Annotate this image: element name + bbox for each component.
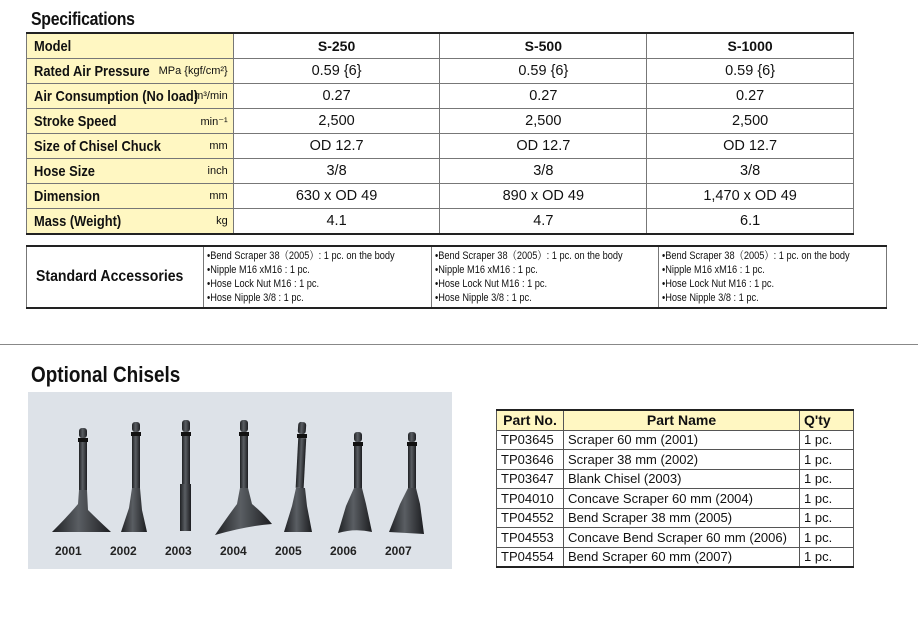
accessories-label: Standard Accessories: [36, 268, 184, 285]
row-unit: inch: [207, 165, 228, 177]
table-cell: 0.27: [440, 84, 647, 109]
row-unit: mm: [209, 140, 228, 152]
row-label-cell: [27, 159, 234, 184]
table-header-row: [27, 33, 854, 59]
table-cell: 3/8: [233, 159, 440, 184]
section-divider: [0, 344, 918, 345]
row-label-cell: [27, 109, 234, 134]
part-name-cell: Scraper 38 mm (2002): [564, 450, 800, 470]
qty-cell: 1 pc.: [800, 489, 854, 509]
table-row: [497, 547, 854, 567]
table-cell: 2,500: [233, 109, 440, 134]
table-row: [27, 159, 854, 184]
table-cell: 0.59 {6}: [647, 59, 854, 84]
part-no-cell: TP04553: [497, 528, 564, 548]
part-name-cell: Bend Scraper 60 mm (2007): [564, 547, 800, 567]
table-cell: 4.7: [440, 209, 647, 235]
row-label: Dimension: [34, 188, 100, 205]
accessories-list: [659, 249, 885, 305]
part-no-cell: TP04554: [497, 547, 564, 567]
chisel-label-2006: 2006: [330, 544, 357, 558]
chisel-label-2002: 2002: [110, 544, 137, 558]
accessories-cell-s1000: [659, 246, 886, 308]
table-cell: 0.59 {6}: [440, 59, 647, 84]
table-cell: OD 12.7: [440, 134, 647, 159]
row-label-cell: [27, 209, 234, 235]
chisel-2001-icon: [52, 428, 111, 532]
list-item: •Bend Scraper 38（2005）: 1 pc. on the body: [434, 250, 623, 262]
qty-cell: 1 pc.: [800, 508, 854, 528]
table-row: [497, 489, 854, 509]
accessories-cell-s250: [204, 246, 431, 308]
table-row: [497, 450, 854, 470]
part-no-cell: TP04552: [497, 508, 564, 528]
table-row: [497, 469, 854, 489]
part-no-cell: TP03647: [497, 469, 564, 489]
row-label: Hose Size: [34, 163, 95, 180]
list-item: •Hose Nipple 3/8 : 1 pc.: [434, 292, 532, 304]
accessories-row: [27, 246, 887, 308]
row-label-cell: [27, 59, 234, 84]
accessories-list: [432, 249, 658, 305]
table-cell: 0.59 {6}: [233, 59, 440, 84]
qty-cell: 1 pc.: [800, 450, 854, 470]
part-name-cell: Scraper 60 mm (2001): [564, 430, 800, 450]
part-no-cell: TP03646: [497, 450, 564, 470]
table-row: [27, 184, 854, 209]
chisel-2007-icon: [389, 432, 424, 534]
table-cell: 630 x OD 49: [233, 184, 440, 209]
qty-cell: 1 pc.: [800, 547, 854, 567]
chisel-2003-icon: [180, 420, 191, 531]
accessories-label-cell: [27, 246, 204, 308]
row-label: Rated Air Pressure: [34, 63, 150, 80]
specifications-table: [26, 32, 854, 235]
list-item: •Hose Nipple 3/8 : 1 pc.: [207, 292, 305, 304]
table-cell: 0.27: [647, 84, 854, 109]
table-cell: 2,500: [647, 109, 854, 134]
row-label: Stroke Speed: [34, 113, 117, 130]
row-label: Air Consumption (No load): [34, 88, 199, 105]
row-unit: min⁻¹: [200, 116, 228, 128]
list-item: •Hose Nipple 3/8 : 1 pc.: [662, 292, 759, 304]
part-no-cell: TP04010: [497, 489, 564, 509]
header-qty: Q'ty: [800, 410, 854, 430]
row-label: Mass (Weight): [34, 213, 122, 230]
chisel-label-2005: 2005: [275, 544, 302, 558]
row-unit: MPa {kgf/cm²}: [158, 65, 228, 77]
list-item: •Nipple M16 xM16 : 1 pc.: [434, 264, 538, 276]
chisel-label-2003: 2003: [165, 544, 192, 558]
chisel-label-2001: 2001: [55, 544, 82, 558]
list-item: •Hose Lock Nut M16 : 1 pc.: [662, 278, 775, 290]
list-item: •Bend Scraper 38（2005）: 1 pc. on the body: [662, 250, 850, 262]
row-label-cell: [27, 84, 234, 109]
accessories-list: [204, 249, 430, 305]
row-unit: mm: [209, 190, 228, 202]
standard-accessories-table: [26, 245, 887, 309]
table-cell: OD 12.7: [647, 134, 854, 159]
qty-cell: 1 pc.: [800, 469, 854, 489]
table-cell: OD 12.7: [233, 134, 440, 159]
chisel-2004-icon: [215, 420, 272, 535]
optional-chisels-title: Optional Chisels: [31, 362, 181, 387]
table-row: [497, 528, 854, 548]
part-name-cell: Concave Scraper 60 mm (2004): [564, 489, 800, 509]
table-row: [497, 508, 854, 528]
table-row: [497, 430, 854, 450]
table-row: [27, 109, 854, 134]
chisel-2006-icon: [338, 432, 372, 533]
table-header-row: [497, 410, 854, 430]
list-item: •Bend Scraper 38（2005）: 1 pc. on the body: [207, 250, 396, 262]
model-s500: S-500: [440, 33, 647, 59]
list-item: •Hose Lock Nut M16 : 1 pc.: [434, 278, 547, 290]
part-name-cell: Concave Bend Scraper 60 mm (2006): [564, 528, 800, 548]
table-cell: 890 x OD 49: [440, 184, 647, 209]
table-cell: 2,500: [440, 109, 647, 134]
row-unit: m³/min: [194, 90, 228, 102]
part-name-cell: Blank Chisel (2003): [564, 469, 800, 489]
table-row: [27, 134, 854, 159]
table-cell: 3/8: [440, 159, 647, 184]
specifications-title: Specifications: [31, 9, 135, 29]
header-part-name: Part Name: [564, 410, 800, 430]
qty-cell: 1 pc.: [800, 430, 854, 450]
table-cell: 1,470 x OD 49: [647, 184, 854, 209]
header-part-no: Part No.: [497, 410, 564, 430]
list-item: •Hose Lock Nut M16 : 1 pc.: [207, 278, 320, 290]
model-s1000: S-1000: [647, 33, 854, 59]
table-row: [27, 209, 854, 235]
model-label-cell: [27, 33, 234, 59]
chisel-label-2007: 2007: [385, 544, 412, 558]
table-cell: 4.1: [233, 209, 440, 235]
list-item: •Nipple M16 xM16 : 1 pc.: [207, 264, 311, 276]
table-cell: 0.27: [233, 84, 440, 109]
chisel-label-2004: 2004: [220, 544, 247, 558]
model-s250: S-250: [233, 33, 440, 59]
part-no-cell: TP03645: [497, 430, 564, 450]
chisel-2005-icon: [284, 422, 312, 532]
row-label-cell: [27, 184, 234, 209]
list-item: •Nipple M16 xM16 : 1 pc.: [662, 264, 766, 276]
row-label-cell: [27, 134, 234, 159]
table-row: [27, 84, 854, 109]
model-label: Model: [34, 38, 72, 55]
chisels-illustration: [28, 392, 452, 569]
chisel-2002-icon: [121, 422, 147, 532]
optional-parts-table: [496, 409, 854, 568]
qty-cell: 1 pc.: [800, 528, 854, 548]
chisels-photo: [28, 392, 452, 569]
table-row: [27, 59, 854, 84]
row-label: Size of Chisel Chuck: [34, 138, 161, 155]
part-name-cell: Bend Scraper 38 mm (2005): [564, 508, 800, 528]
table-cell: 3/8: [647, 159, 854, 184]
table-cell: 6.1: [647, 209, 854, 235]
row-unit: kg: [216, 215, 228, 227]
accessories-cell-s500: [431, 246, 658, 308]
